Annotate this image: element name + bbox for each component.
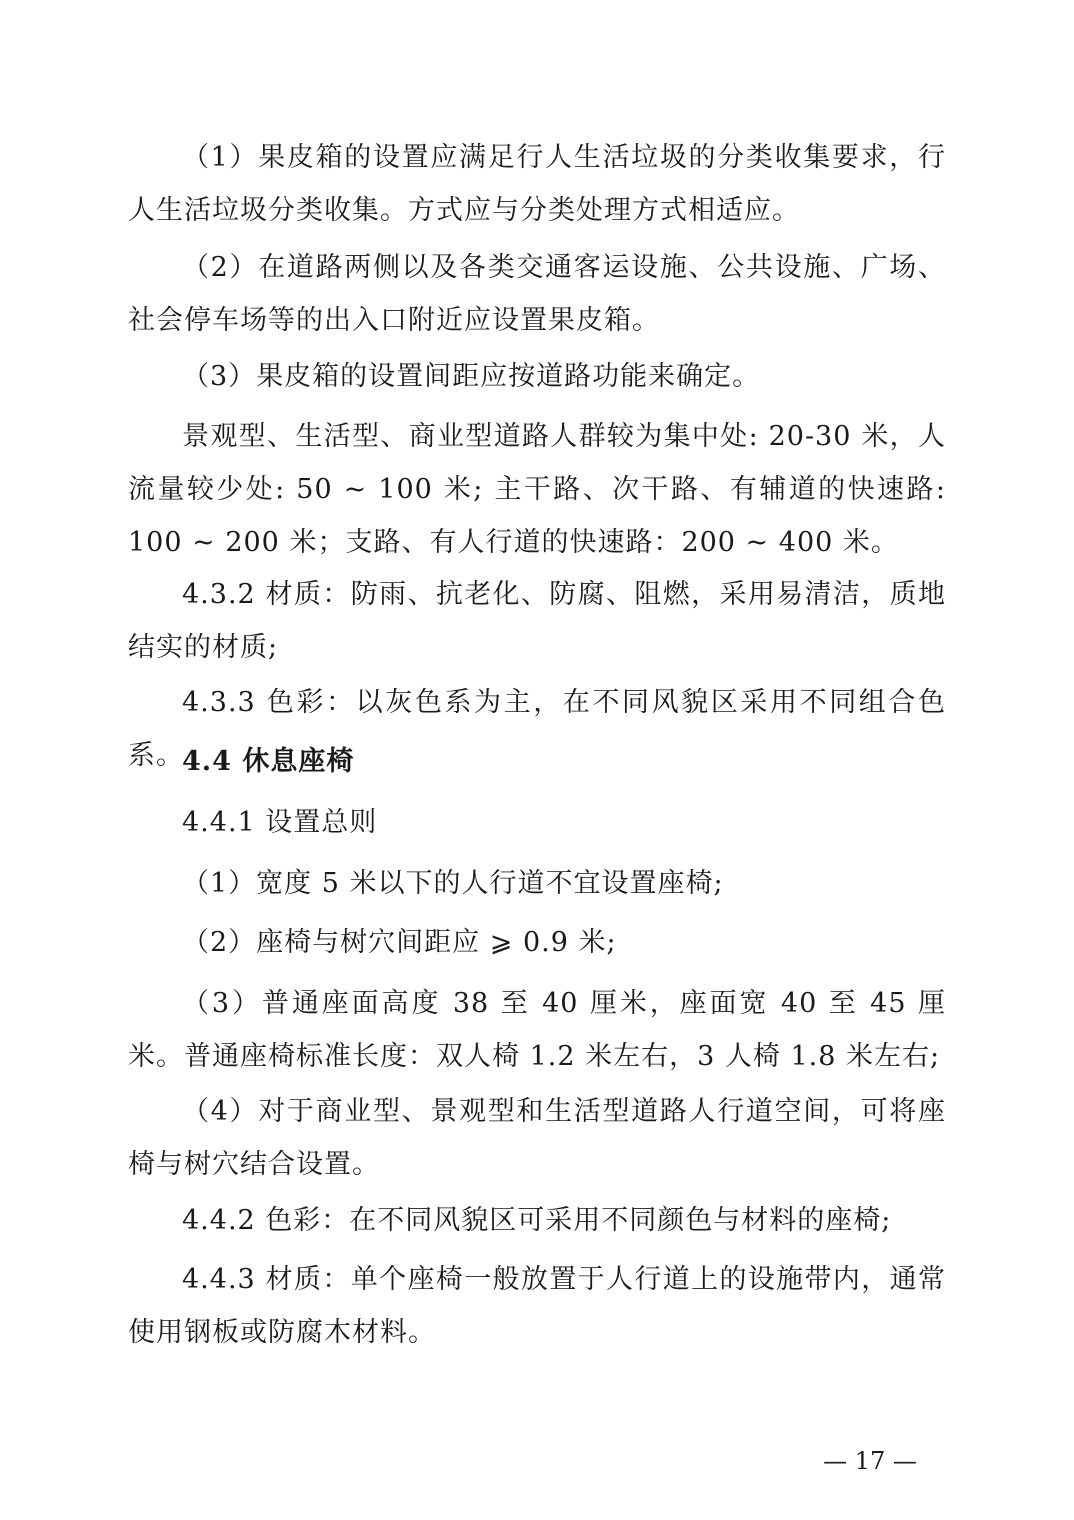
paragraph-seat-rule-3: （3）普通座面高度 38 至 40 厘米，座面宽 40 至 45 厘米。普通座椅标准长度：双人椅 1.2 米左右，3 人椅 1.8 米左右; [128,988,946,1072]
paragraph-fruit-bin-spacing: （3）果皮箱的设置间距应按道路功能来确定。 [182,361,761,392]
paragraph-seat-rule-2: （2）座椅与树穴间距应 ⩾ 0.9 米; [182,927,617,958]
section-heading-rest-seating: 4.4 休息座椅 [182,746,355,777]
paragraph-color-4-3-3: 4.3.3 色彩：以灰色系为主，在不同风貌区采用不同组合色系。 [128,687,946,771]
paragraph-color-4-4-2: 4.4.2 色彩：在不同风貌区可采用不同颜色与材料的座椅; [182,1205,892,1236]
paragraph-fruit-bin-classification: （1）果皮箱的设置应满足行人生活垃圾的分类收集要求，行人生活垃圾分类收集。方式应与分类处理方式相适应。 [128,142,946,226]
paragraph-spacing-by-road-type: 景观型、生活型、商业型道路人群较为集中处: 20-30 米，人流量较少处: 50 ~ 100 米; 主干路、次干路、有辅道的快速路: 100 ~ 200 米；支路、有人行道的快速路：200 ~ 400 米。 [128,421,946,558]
paragraph-general-rules-4-4-1: 4.4.1 设置总则 [182,807,378,838]
paragraph-seat-rule-4: （4）对于商业型、景观型和生活型道路人行道空间，可将座椅与树穴结合设置。 [128,1096,946,1180]
paragraph-material-4-4-3: 4.4.3 材质：单个座椅一般放置于人行道上的设施带内，通常使用钢板或防腐木材料。 [128,1264,946,1348]
paragraph-seat-rule-1: （1）宽度 5 米以下的人行道不宜设置座椅; [182,868,724,899]
paragraph-material-4-3-2: 4.3.2 材质：防雨、抗老化、防腐、阻燃，采用易清洁，质地结实的材质; [128,579,946,663]
paragraph-fruit-bin-location: （2）在道路两侧以及各类交通客运设施、公共设施、广场、社会停车场等的出入口附近应设置果皮箱。 [128,252,946,336]
page-number: — 17 — [823,1447,917,1475]
